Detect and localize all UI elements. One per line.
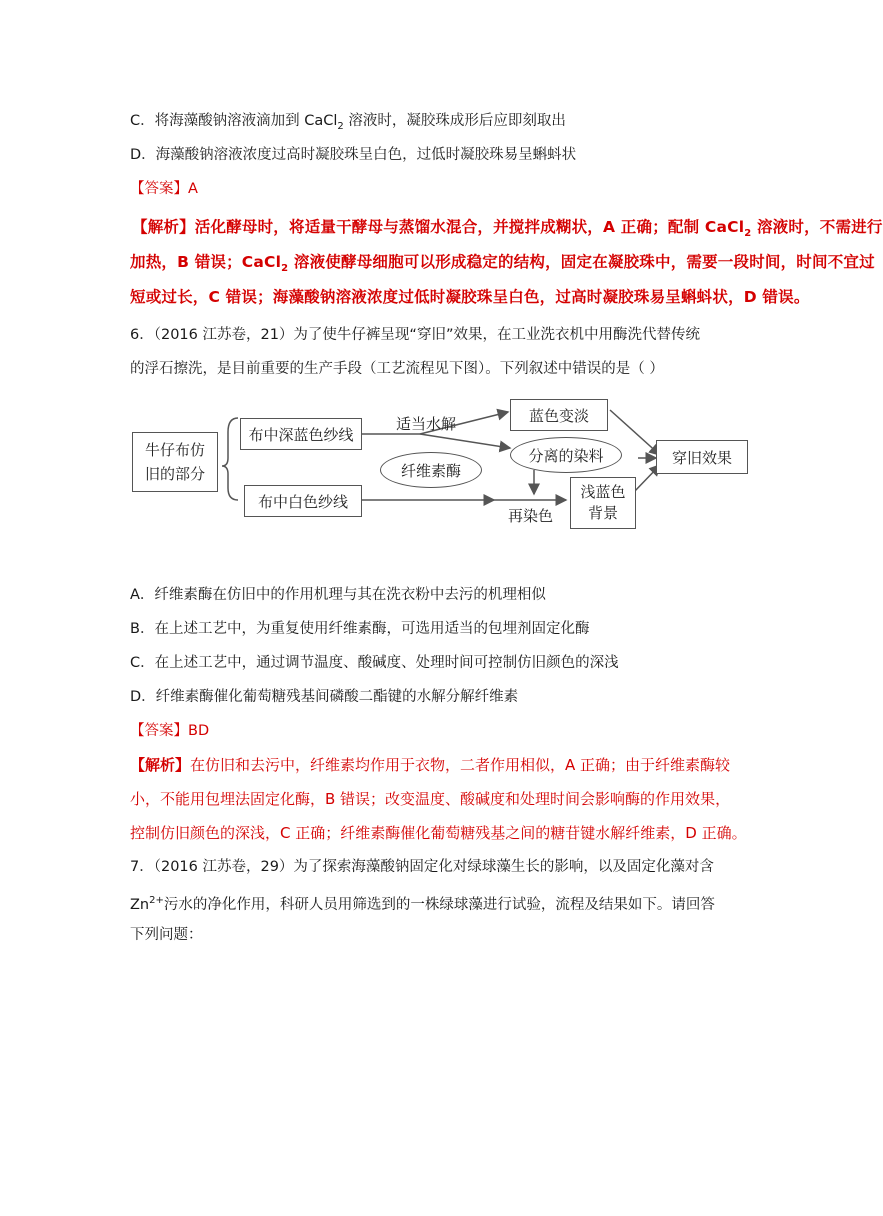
diagram-fade-box: 蓝色变淡 <box>510 399 608 431</box>
q6-option-c: C．在上述工艺中，通过调节温度、酸碱度、处理时间可控制仿旧颜色的深浅 <box>130 655 619 671</box>
diagram-bottom-box: 布中白色纱线 <box>244 485 362 517</box>
diagram-enzyme-ellipse: 纤维素酶 <box>380 452 482 488</box>
diagram-redye-label: 再染色 <box>508 507 554 525</box>
q6-explanation-line1: 【解析】在仿旧和去污中，纤维素均作用于衣物，二者作用相似，A 正确；由于纤维素酶较 <box>130 756 731 774</box>
q7-stem-line1: 7．（2016 江苏卷，29）为了探索海藻酸钠固定化对绿球藻生长的影响，以及固定化藻对含 <box>130 859 714 875</box>
q5-answer: 【答案】A <box>130 181 198 197</box>
q6-stem-line1: 6．（2016 江苏卷，21）为了使牛仔裤呈现“穿旧”效果，在工业洗衣机中用酶洗代替传统 <box>130 327 700 343</box>
q5-explanation-line3: 短或过长，C 错误；海藻酸钠溶液浓度过低时凝胶珠呈白色，过高时凝胶珠易呈蝌蚪状，D 错误。 <box>130 288 810 306</box>
q6-explanation-line2: 小，不能用包埋法固定化酶，B 错误；改变温度、酸碱度和处理时间会影响酶的作用效果， <box>130 790 731 808</box>
q5-explanation-line2: 加热，B 错误；CaCl$_2$ 溶液使酵母细胞可以形成稳定的结构，固定在凝胶珠中，需要一段时间，时间不宜过 <box>130 253 875 275</box>
diagram-top-box: 布中深蓝色纱线 <box>240 418 362 450</box>
q5-option-c: C．将海藻酸钠溶液滴加到 CaCl$_2$ 溶液时，凝胶珠成形后应即刻取出 <box>130 113 566 132</box>
diagram-light-blue-box: 浅蓝色 背景 <box>570 477 636 529</box>
q6-option-d: D．纤维素酶催化葡萄糖残基间磷酸二酯键的水解分解纤维素 <box>130 689 519 705</box>
q6-option-a: A．纤维素酶在仿旧中的作用机理与其在洗衣粉中去污的机理相似 <box>130 587 546 603</box>
q7-stem-line2: $Zn^{2+}$污水的净化作用，科研人员用筛选到的一株绿球藻进行试验，流程及结果如下。请回答 <box>130 895 715 913</box>
q7-stem-line3: 下列问题： <box>130 927 203 943</box>
diagram-result-box: 穿旧效果 <box>656 440 748 474</box>
diagram-hydrolysis-label: 适当水解 <box>396 415 457 433</box>
q6-answer: 【答案】BD <box>130 723 210 739</box>
diagram-left-box: 牛仔布仿 旧的部分 <box>132 432 218 492</box>
q6-option-b: B．在上述工艺中，为重复使用纤维素酶，可选用适当的包埋剂固定化酶 <box>130 621 590 637</box>
q6-explanation-line3: 控制仿旧颜色的深浅，C 正确；纤维素酶催化葡萄糖残基之间的糖苷键水解纤维素，D 正确。 <box>130 824 747 842</box>
q6-stem-line2: 的浮石擦洗，是目前重要的生产手段（工艺流程见下图）。下列叙述中错误的是（ ） <box>130 361 664 377</box>
diagram-separated-dye-ellipse: 分离的染料 <box>510 437 622 473</box>
q5-option-d: D．海藻酸钠溶液浓度过高时凝胶珠呈白色，过低时凝胶珠易呈蝌蚪状 <box>130 147 577 163</box>
q5-explanation-line1: 【解析】活化酵母时，将适量干酵母与蒸馏水混合，并搅拌成糊状，A 正确；配制 CaCl$_2$ 溶液时，不需进行 <box>132 218 883 240</box>
